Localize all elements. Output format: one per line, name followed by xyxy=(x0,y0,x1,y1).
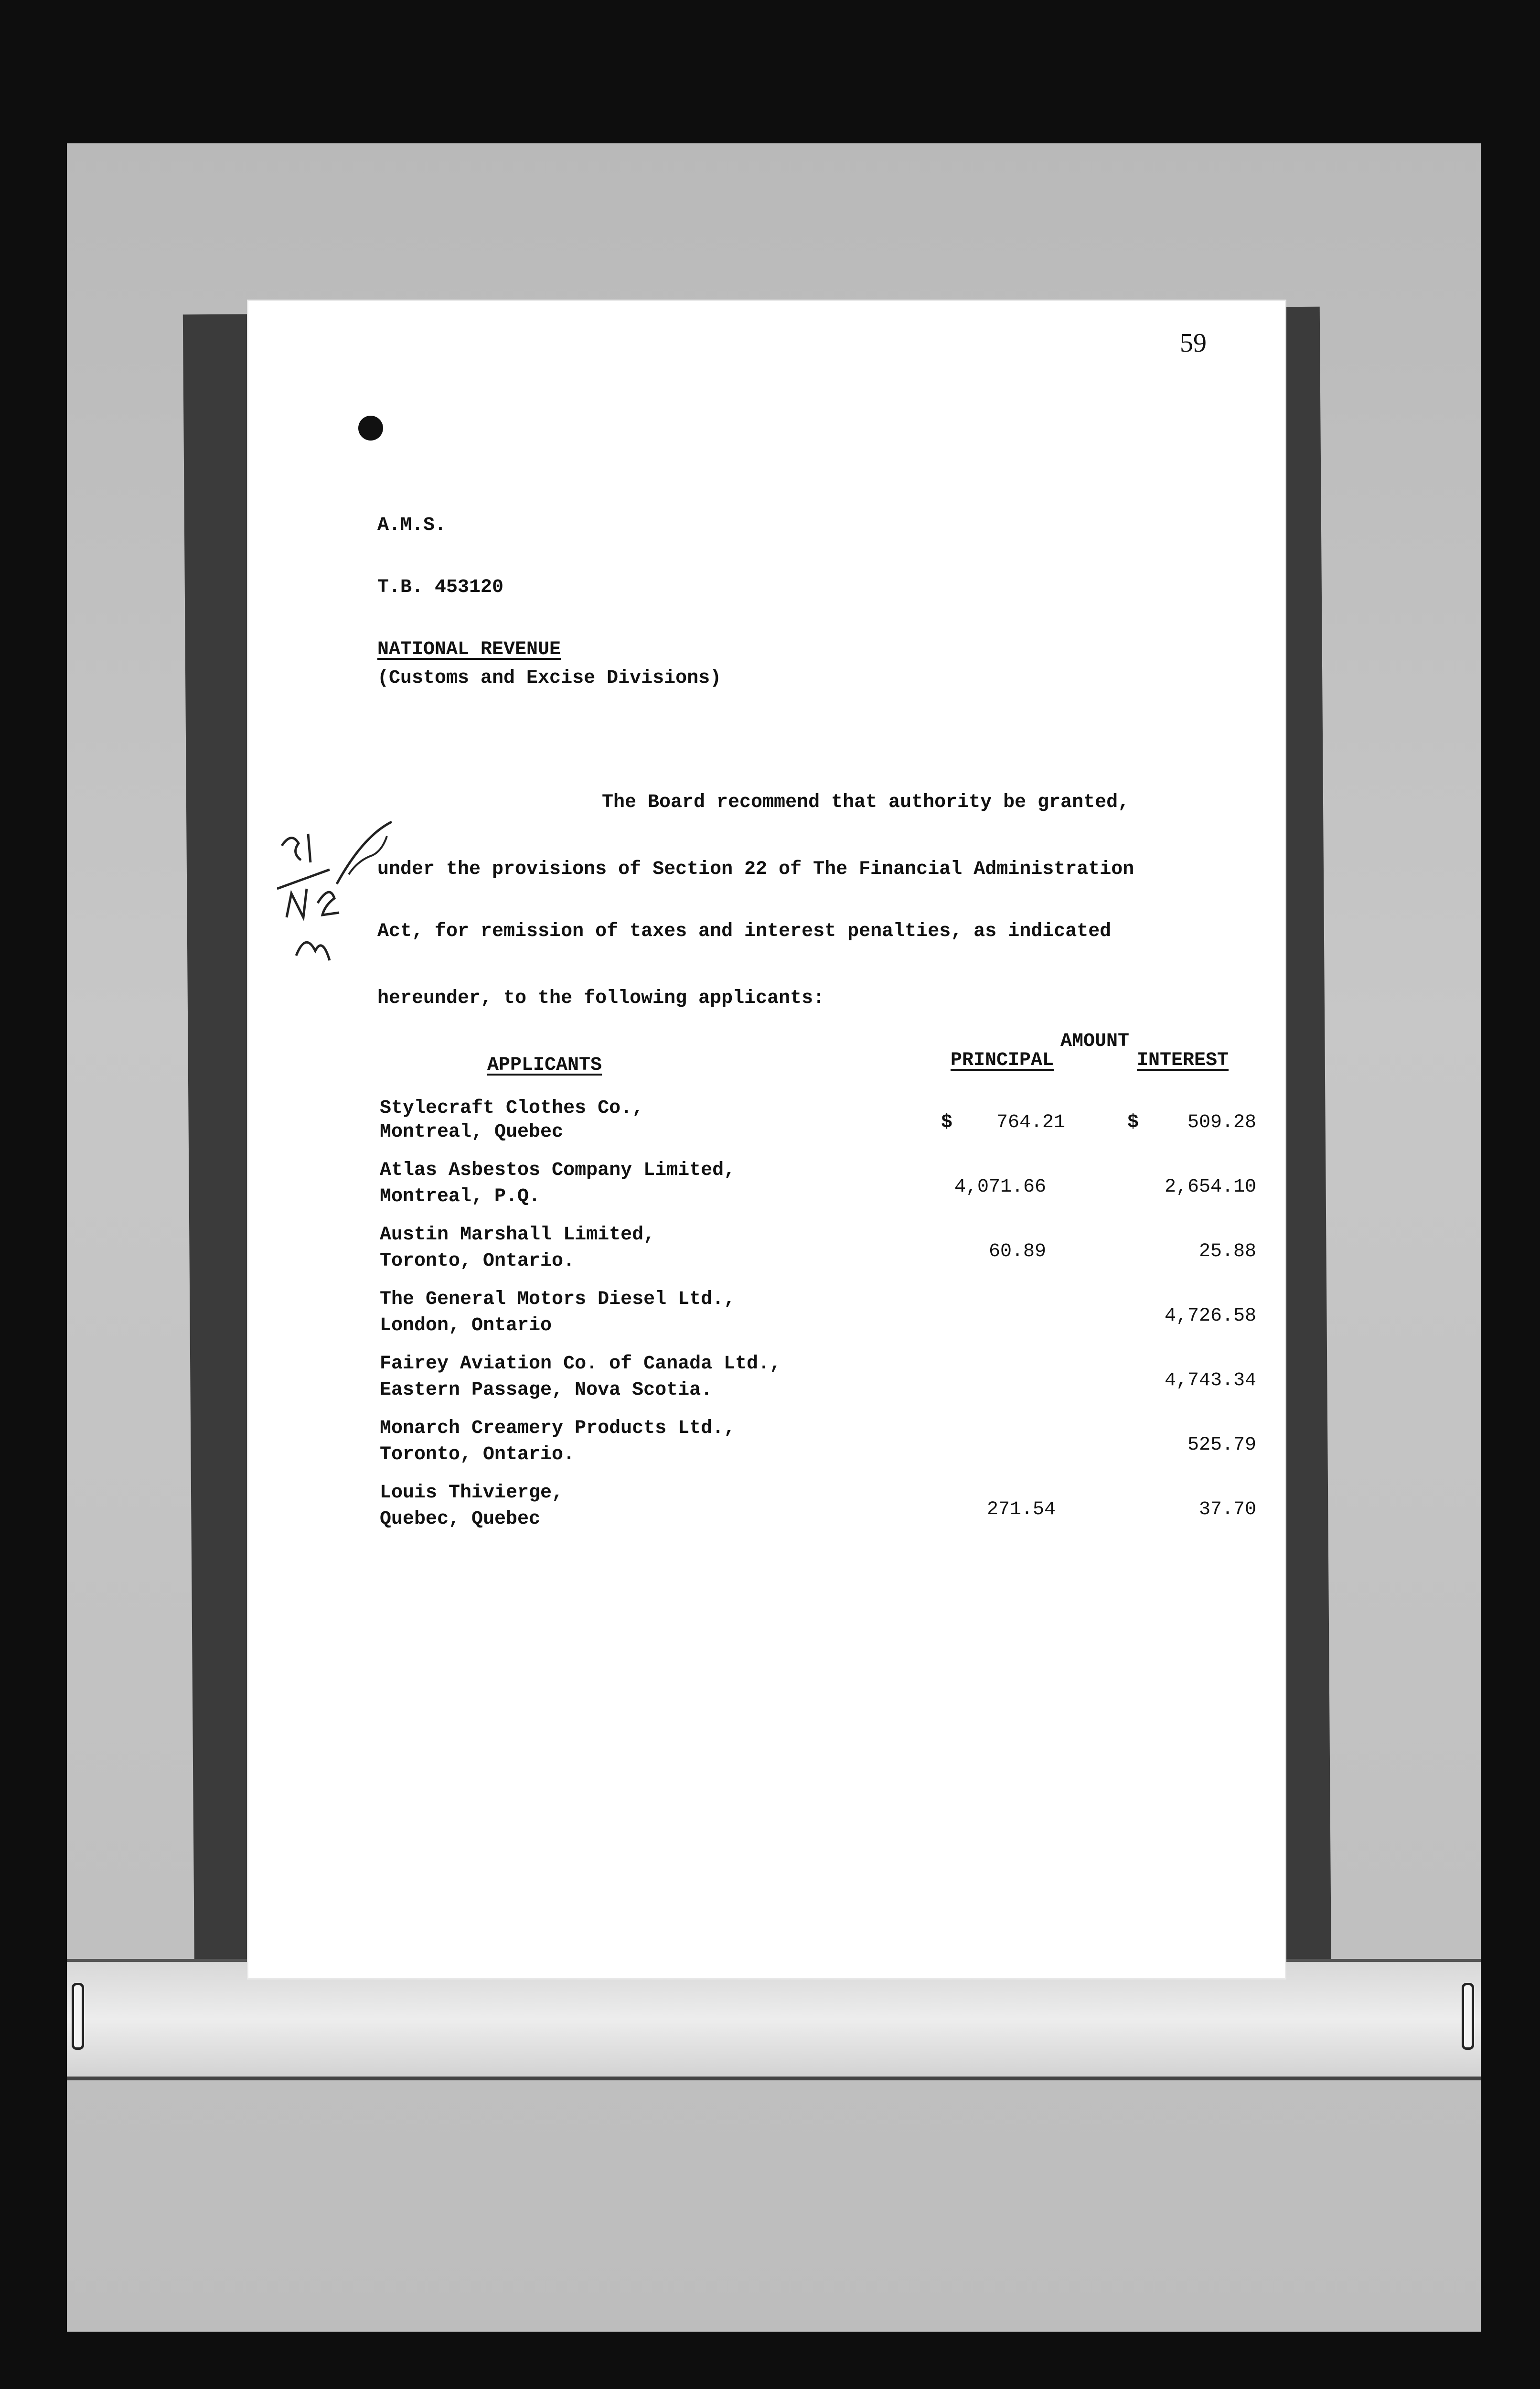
principal-amount: 60.89 xyxy=(988,1241,1046,1262)
document-page xyxy=(248,301,1285,1978)
interest-amount: 2,654.10 xyxy=(1164,1176,1256,1198)
applicant-name: Austin Marshall Limited, xyxy=(380,1224,655,1246)
ref-ams: A.M.S. xyxy=(377,515,447,536)
handwriting-drawing xyxy=(277,817,420,970)
header-amount: AMOUNT xyxy=(1060,1031,1130,1052)
applicant-name: Louis Thivierge, xyxy=(380,1482,564,1504)
applicant-location: London, Ontario xyxy=(380,1315,552,1336)
applicant-name: The General Motors Diesel Ltd., xyxy=(380,1289,736,1310)
header-principal: PRINCIPAL xyxy=(951,1050,1054,1071)
body-line-4: hereunder, to the following applicants: xyxy=(377,988,825,1009)
principal-dollar-sign: $ xyxy=(941,1112,953,1133)
interest-amount: 525.79 xyxy=(1187,1434,1256,1456)
applicant-location: Toronto, Ontario. xyxy=(380,1444,575,1465)
interest-amount: 25.88 xyxy=(1198,1241,1256,1262)
header-applicants: APPLICANTS xyxy=(487,1055,602,1076)
clip-hole-right xyxy=(1462,1983,1474,2050)
page-number: 59 xyxy=(1180,328,1207,358)
applicant-location: Eastern Passage, Nova Scotia. xyxy=(380,1379,713,1401)
body-line-1: The Board recommend that authority be granted, xyxy=(602,792,1130,813)
division-heading: (Customs and Excise Divisions) xyxy=(377,667,722,689)
principal-amount: 4,071.66 xyxy=(954,1176,1046,1198)
applicant-location: Montreal, Quebec xyxy=(380,1121,564,1143)
body-line-2: under the provisions of Section 22 of The Financial Administration xyxy=(377,859,1134,880)
applicant-location: Toronto, Ontario. xyxy=(380,1250,575,1272)
interest-dollar-sign: $ xyxy=(1127,1112,1139,1133)
interest-amount: 4,743.34 xyxy=(1164,1370,1256,1391)
ref-tb: T.B. 453120 xyxy=(377,577,504,598)
clip-hole-left xyxy=(72,1983,84,2050)
applicant-name: Atlas Asbestos Company Limited, xyxy=(380,1160,736,1181)
principal-amount: 764.21 xyxy=(996,1112,1065,1133)
interest-amount: 37.70 xyxy=(1198,1499,1256,1520)
interest-amount: 509.28 xyxy=(1187,1112,1256,1133)
body-line-3: Act, for remission of taxes and interest penalties, as indicated xyxy=(377,921,1112,942)
punch-hole xyxy=(358,416,383,441)
applicant-name: Stylecraft Clothes Co., xyxy=(380,1098,644,1119)
applicant-location: Montreal, P.Q. xyxy=(380,1186,541,1207)
header-interest: INTEREST xyxy=(1137,1050,1229,1071)
handwritten-annotation xyxy=(277,817,420,970)
applicant-location: Quebec, Quebec xyxy=(380,1508,541,1530)
principal-amount: 271.54 xyxy=(986,1499,1056,1520)
applicant-name: Monarch Creamery Products Ltd., xyxy=(380,1418,736,1439)
interest-amount: 4,726.58 xyxy=(1164,1305,1256,1327)
department-heading: NATIONAL REVENUE xyxy=(377,639,561,660)
applicant-name: Fairey Aviation Co. of Canada Ltd., xyxy=(380,1353,781,1375)
